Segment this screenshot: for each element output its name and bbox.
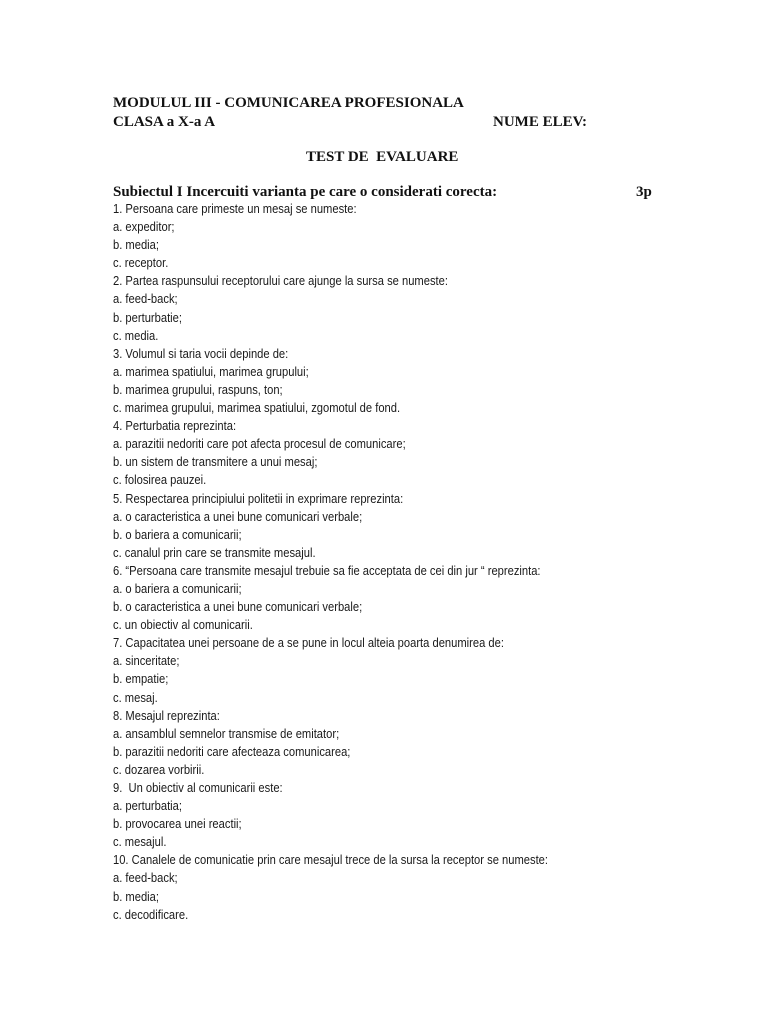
answer-option: c. receptor.	[113, 255, 169, 271]
question-text: 7. Capacitatea unei persoane de a se pune in locul alteia poarta denumirea de:	[113, 635, 504, 651]
answer-option: b. o bariera a comunicarii;	[113, 526, 242, 542]
answer-option: b. media;	[113, 888, 159, 904]
answer-option: a. marimea spatiului, marimea grupului;	[113, 363, 309, 379]
answer-option: c. media.	[113, 327, 159, 343]
answer-option: c. folosirea pauzei.	[113, 472, 207, 488]
question-text: 4. Perturbatia reprezinta:	[113, 418, 237, 434]
subject-heading: Subiectul I Incercuiti varianta pe care o considerati corecta:	[113, 184, 498, 200]
question-text: 3. Volumul si taria vocii depinde de:	[113, 345, 289, 361]
subject-points: 3p	[636, 184, 652, 200]
answer-option: b. perturbatie;	[113, 309, 182, 325]
answer-option: a. perturbatia;	[113, 798, 182, 814]
answer-option: b. marimea grupului, raspuns, ton;	[113, 381, 283, 397]
answer-option: a. parazitii nedoriti care pot afecta procesul de comunicare;	[113, 436, 406, 452]
question-text: 6. “Persoana care transmite mesajul trebuie sa fie acceptata de cei din jur “ reprezinta:	[113, 562, 541, 578]
question-text: 8. Mesajul reprezinta:	[113, 707, 220, 723]
answer-option: a. o caracteristica a unei bune comunicari verbale;	[113, 508, 363, 524]
student-name-label: NUME ELEV:	[493, 114, 588, 130]
answer-option: b. parazitii nedoriti care afecteaza comunicarea;	[113, 743, 351, 759]
answer-option: a. ansamblul semnelor transmise de emitator;	[113, 725, 340, 741]
question-list	[113, 200, 646, 924]
question-text: 2. Partea raspunsului receptorului care ajunge la sursa se numeste:	[113, 273, 448, 289]
answer-option: c. un obiectiv al comunicarii.	[113, 617, 253, 633]
class-label: CLASA a X-a A	[113, 114, 216, 130]
test-title: TEST DE EVALUARE	[306, 149, 459, 165]
answer-option: b. empatie;	[113, 671, 169, 687]
answer-option: b. o caracteristica a unei bune comunicari verbale;	[113, 599, 363, 615]
answer-option: c. dozarea vorbirii.	[113, 761, 205, 777]
question-text: 10. Canalele de comunicatie prin care mesajul trece de la sursa la receptor se numeste:	[113, 852, 549, 868]
module-title: MODULUL III - COMUNICAREA PROFESIONALA	[113, 95, 464, 111]
answer-option: b. un sistem de transmitere a unui mesaj;	[113, 454, 318, 470]
answer-option: a. feed-back;	[113, 291, 178, 307]
answer-option: a. sinceritate;	[113, 653, 180, 669]
answer-option: b. provocarea unei reactii;	[113, 816, 242, 832]
answer-option: c. mesajul.	[113, 834, 167, 850]
answer-option: c. mesaj.	[113, 689, 158, 705]
question-text: 1. Persoana care primeste un mesaj se numeste:	[113, 201, 357, 216]
question-text: 9. Un obiectiv al comunicarii este:	[113, 780, 283, 795]
answer-option: c. decodificare.	[113, 906, 189, 922]
answer-option: c. canalul prin care se transmite mesajul.	[113, 544, 316, 560]
answer-option: b. media;	[113, 237, 159, 253]
answer-option: a. expeditor;	[113, 219, 175, 235]
answer-option: a. o bariera a comunicarii;	[113, 580, 242, 596]
answer-option: c. marimea grupului, marimea spatiului, zgomotul de fond.	[113, 400, 401, 416]
answer-option: a. feed-back;	[113, 870, 178, 886]
question-text: 5. Respectarea principiului politetii in exprimare reprezinta:	[113, 490, 404, 506]
